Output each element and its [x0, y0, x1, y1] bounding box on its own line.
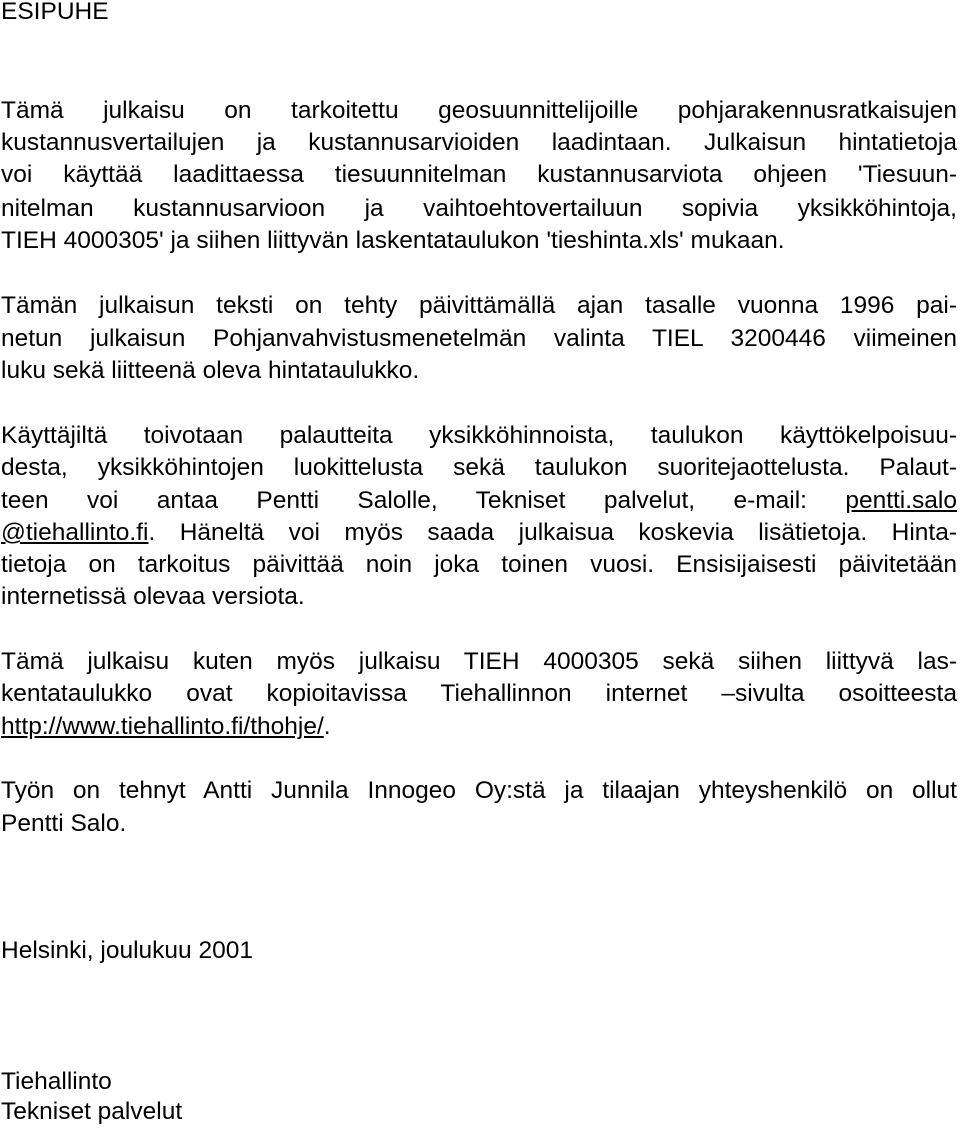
text-line: nitelman kustannusarvioon ja vaihtoehtovertailuun sopivia yksikköhintoja, — [1, 195, 957, 222]
text-segment: . — [323, 713, 331, 740]
text-line: Työn on tehnyt Antti Junnila Innogeo Oy:stä ja tilaajan yhteyshenkilö on ollut — [1, 777, 957, 804]
page-title: ESIPUHE — [1, 0, 109, 25]
text-segment: . Häneltä voi myös saada julkaisua koskevia lisätietoja. Hinta- — [148, 519, 957, 546]
email-link-part2[interactable]: @tiehallinto.fi — [1, 519, 149, 546]
text-line: TIEH 4000305' ja siihen liittyvän laskentataulukon 'tieshinta.xls' mukaan. — [1, 227, 785, 254]
text-line: tietoja on tarkoitus päivittää noin joka toinen vuosi. Ensisijaisesti päivitetään — [1, 551, 957, 578]
text-line — [1, 485, 957, 517]
text-line: kustannusvertailujen ja kustannusarvioiden laadintaan. Julkaisun hintatietoja — [1, 129, 957, 156]
text-line: Pentti Salo. — [1, 810, 127, 837]
text-line — [1, 711, 331, 743]
email-link-part1[interactable]: pentti.salo — [845, 487, 957, 514]
text-line — [1, 517, 957, 549]
text-line: voi käyttää laadittaessa tiesuunnitelman kustannusarviota ohjeen 'Tiesuun- — [1, 161, 957, 188]
signature-unit: Tekniset palvelut — [1, 1098, 183, 1125]
text-line: luku sekä liitteenä oleva hintataulukko. — [1, 357, 420, 384]
text-line: netun julkaisun Pohjanvahvistusmenetelmän valinta TIEL 3200446 viimeinen — [1, 325, 957, 352]
text-line: Tämä julkaisu on tarkoitettu geosuunnittelijoille pohjarakennusratkaisujen — [1, 97, 957, 124]
text-line: Tämä julkaisu kuten myös julkaisu TIEH 4000305 sekä siihen liittyvä las- — [1, 648, 957, 675]
text-line: Tämän julkaisun teksti on tehty päivittämällä ajan tasalle vuonna 1996 pai- — [1, 292, 957, 319]
text-line: kentataulukko ovat kopioitavissa Tiehallinnon internet –sivulta osoitteesta — [1, 680, 957, 707]
text-segment: teen voi antaa Pentti Salolle, Tekniset palvelut, e-mail: — [1, 487, 807, 514]
signature-org: Tiehallinto — [1, 1068, 112, 1095]
text-line: Käyttäjiltä toivotaan palautteita yksikköhinnoista, taulukon käyttökelpoisuu- — [1, 422, 957, 449]
text-line: internetissä olevaa versiota. — [1, 583, 305, 610]
text-line: desta, yksikköhintojen luokittelusta sekä taulukon suoritejaottelusta. Palaut- — [1, 454, 957, 481]
website-link[interactable]: http://www.tiehallinto.fi/thohje/ — [1, 713, 324, 740]
place-date: Helsinki, joulukuu 2001 — [1, 937, 253, 964]
